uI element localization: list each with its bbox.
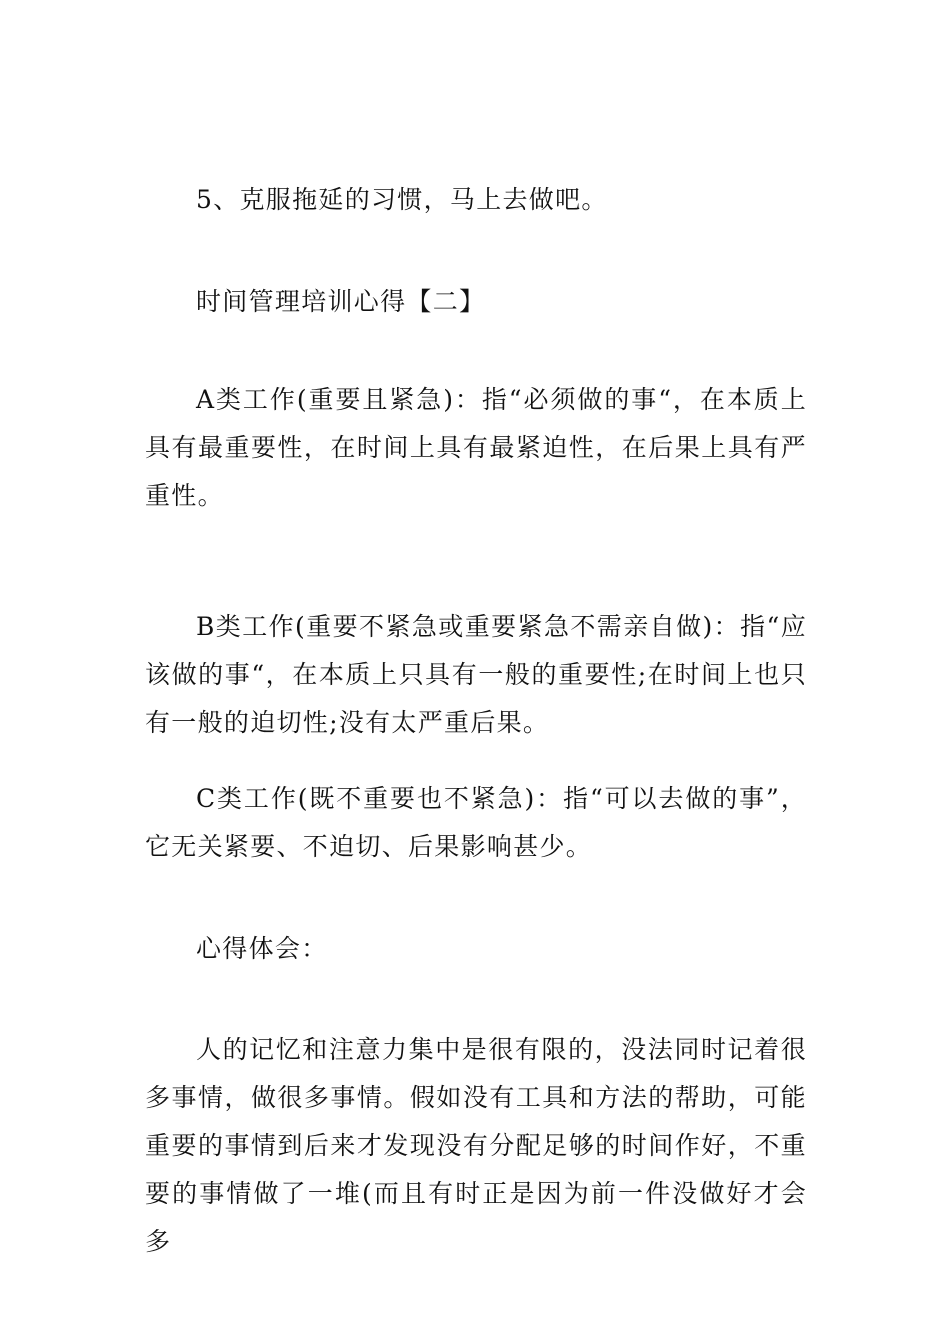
paragraph-class-c-work: C类工作(既不重要也不紧急)：指“可以去做的事”，它无关紧要、不迫切、后果影响甚少。 [145,784,807,861]
paragraph-reflection-label: 心得体会： [196,934,328,963]
paragraph-overcome-procrastination: 5、克服拖延的习惯，马上去做吧。 [196,185,608,214]
paragraph-reflection-body: 人的记忆和注意力集中是很有限的，没法同时记着很多事情，做很多事情。假如没有工具和方法的帮助，可能重要的事情到后来才发现没有分配足够的时间作好，不重要的事情做了一堆(而且有时正是因为前一件没做好才会多 [145,1035,807,1256]
paragraph-class-b-work: B类工作(重要不紧急或重要紧急不需亲自做)：指“应该做的事“，在本质上只具有一般的重要性;在时间上也只有一般的迫切性;没有太严重后果。 [145,612,807,737]
section-heading: 时间管理培训心得【二】 [196,287,486,316]
paragraph-class-a-work: A类工作(重要且紧急)：指“必须做的事“，在本质上具有最重要性，在时间上具有最紧迫性，在后果上具有严重性。 [145,385,807,510]
